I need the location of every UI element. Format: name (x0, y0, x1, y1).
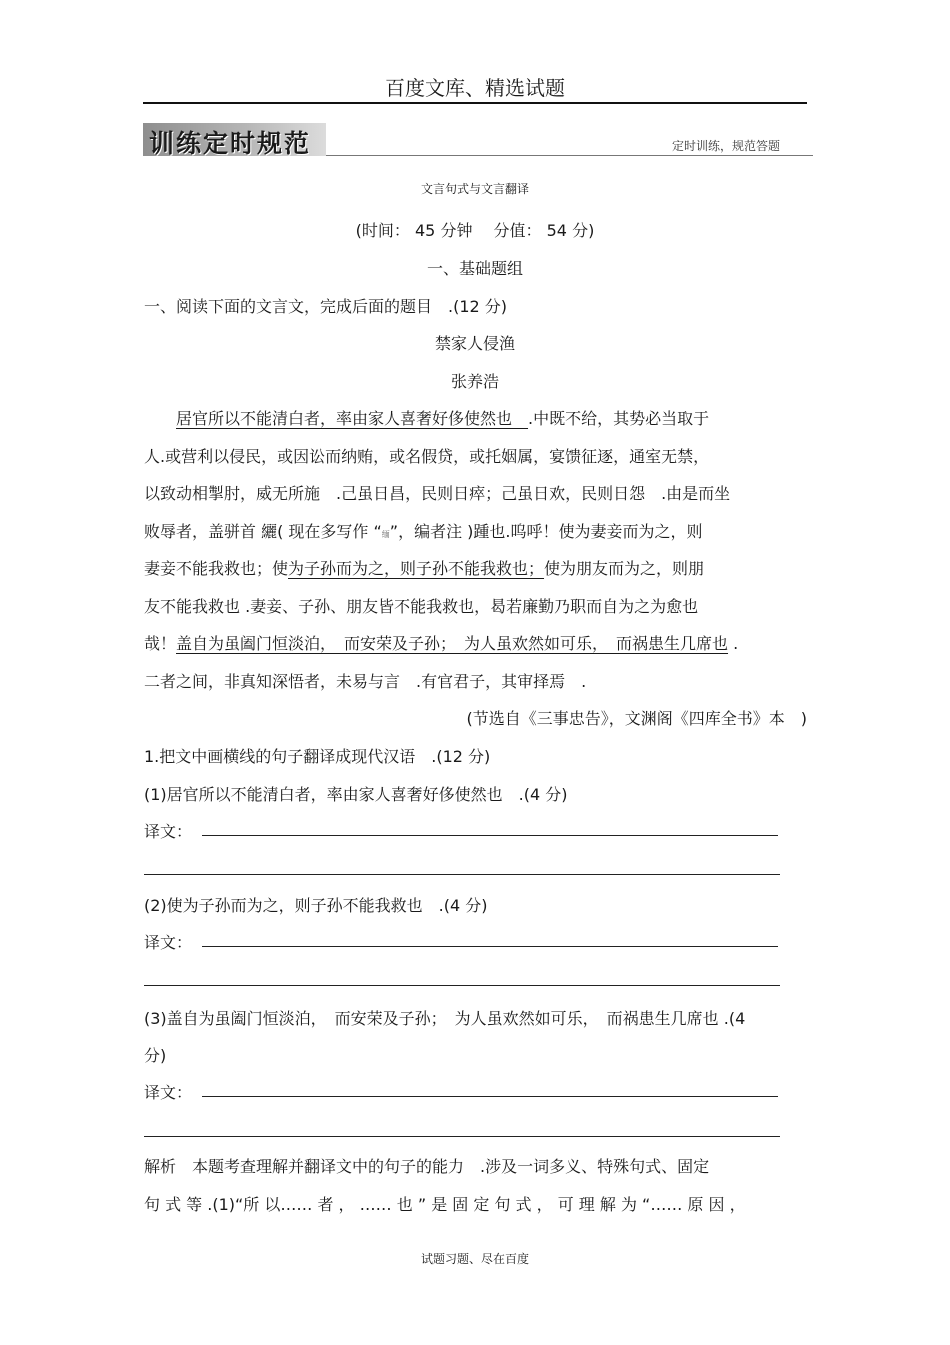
passage-line-4-a: 败辱者，盖骈首 纚( 现在多写作 “ (144, 522, 382, 541)
q1-item-3: (3)盖自为虽阖门恒淡泊， 而安荣及子孙； 为人虽欢然如可乐， 而祸患生几席也 .(4 (144, 1009, 746, 1028)
passage-line-8: 二者之间，非真知深悟者，未易与言 .有官君子，其审择焉 . (144, 672, 587, 691)
document-footer: 试题习题、尽在百度 (420, 1252, 529, 1266)
banner-label: 训练定时规范 (149, 129, 312, 158)
passage-line-1-rest: .中既不给，其势必当取于 (528, 409, 710, 428)
analysis-line-1: 解析 本题考查理解并翻译文中的句子的能力 .涉及一词多义、特殊句式、固定 (144, 1157, 710, 1176)
part-heading: 一、基础题组 (426, 259, 523, 278)
passage-line-7-a: 哉！ (144, 634, 177, 653)
passage-line-5-a: 妻妾不能我救也；使 (144, 559, 289, 578)
passage-line-4-b: ”，编者注 )踵也.呜呼！使为妻妾而为之，则 (389, 522, 703, 541)
answer-line-1b[interactable] (144, 874, 780, 875)
banner-slogan: 定时训练，规范答题 (672, 139, 781, 153)
passage-author: 张养浩 (450, 372, 499, 391)
section-title: 文言句式与文言翻译 (420, 182, 529, 196)
answer-line-2b[interactable] (144, 985, 780, 986)
annotation-glyph: 缅 (381, 530, 390, 539)
passage-line-6: 友不能我救也 .妻妾、子孙、朋友皆不能我救也，曷若廉勤乃职而自为之为愈也 (144, 597, 699, 616)
answer-label-3: 译文： (144, 1083, 193, 1102)
underlined-sentence-1: 居官所以不能清白者，率由家人喜奢好侈使然也 (176, 409, 529, 428)
training-banner (143, 123, 326, 156)
q1-item-2: (2)使为子孙而为之，则子孙不能我救也 .(4 分) (144, 896, 488, 915)
answer-line-2a[interactable] (202, 946, 778, 947)
passage-title: 禁家人侵渔 (434, 334, 515, 353)
q1-item-1: (1)居官所以不能清白者，率由家人喜奢好侈使然也 .(4 分) (144, 785, 568, 804)
answer-line-3b[interactable] (144, 1136, 780, 1137)
answer-label-2: 译文： (144, 933, 193, 952)
passage-source: (节选自《三事忠告》，文渊阁《四库全书》本 ) (466, 709, 807, 728)
answer-line-1a[interactable] (202, 835, 778, 836)
passage-line-5-b: 使为朋友而为之，则朋 (544, 559, 705, 578)
analysis-line-2: 句 式 等 .(1)“所 以…… 者 ， …… 也 ” 是 固 定 句 式 ， 可 理 解 为 “…… 原 因 ， (144, 1195, 746, 1214)
passage-indent (144, 409, 176, 428)
passage-line-7 (144, 631, 738, 654)
answer-line-3a[interactable] (202, 1096, 778, 1097)
underlined-sentence-2: 为子孙而为之，则子孙不能我救也； (288, 559, 545, 578)
banner-rule (326, 155, 813, 156)
passage-line-5 (144, 556, 704, 579)
header-rule (143, 102, 807, 104)
passage-line-4 (144, 519, 703, 542)
answer-label-1: 译文： (144, 822, 193, 841)
q1-item-3-cont: 分) (144, 1046, 167, 1065)
passage-line-2: 人.或营利以侵民，或因讼而纳贿，或名假贷，或托姻属，宴馈征逐，通室无禁， (144, 447, 710, 466)
time-score: (时间： 45 分钟 分值： 54 分) (355, 221, 595, 240)
passage-line-3: 以致动相掣肘，威无所施 .己虽日昌，民则日瘁；己虽日欢，民则日怨 .由是而坐 (144, 484, 731, 503)
q1-stem: 1.把文中画横线的句子翻译成现代汉语 .(12 分) (144, 747, 491, 766)
passage-line-1 (144, 406, 709, 429)
underlined-sentence-3: 盖自为虽阖门恒淡泊， 而安荣及子孙； 为人虽欢然如可乐， 而祸患生几席也 (176, 634, 729, 653)
question-intro: 一、阅读下面的文言文，完成后面的题目 .(12 分) (144, 297, 508, 316)
document-header-title: 百度文库、精选试题 (385, 76, 565, 100)
passage-line-7-b: . (728, 634, 739, 653)
